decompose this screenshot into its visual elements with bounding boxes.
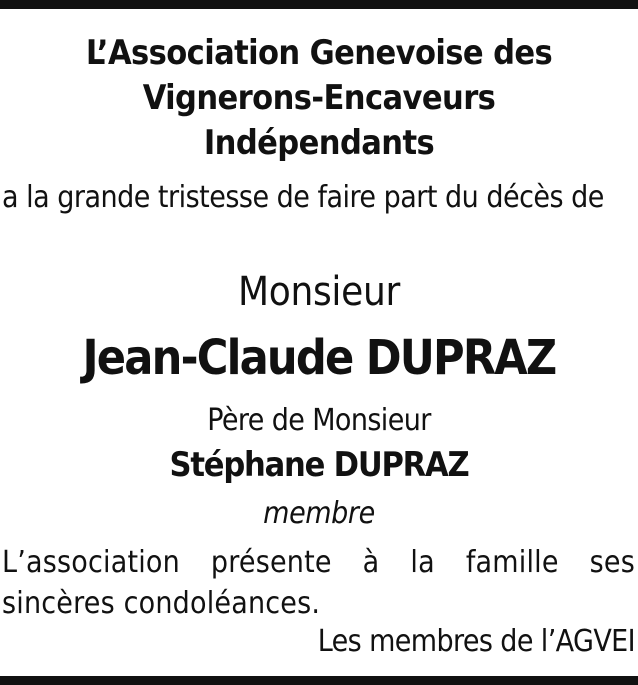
condolences-text: L’association présente à la famille ses sincères condoléances.: [2, 545, 635, 621]
organization-line-2: Vignerons-Encaveurs: [142, 78, 496, 118]
organization-line-1: L’Association Genevoise des: [85, 33, 553, 73]
son-name: Stéphane DUPRAZ: [169, 445, 469, 485]
relation-text: Père de Monsieur: [207, 403, 431, 438]
deceased-name: Jean-Claude DUPRAZ: [82, 330, 556, 386]
organization-heading: [0, 31, 638, 166]
announcement-text: a la grande tristesse de faire part du décès de: [2, 180, 604, 215]
member-role: membre: [263, 496, 375, 531]
signature-text: Les membres de l’AGVEI: [317, 624, 635, 659]
deceased-salutation: Monsieur: [238, 269, 400, 315]
organization-line-3: Indépendants: [203, 123, 435, 163]
